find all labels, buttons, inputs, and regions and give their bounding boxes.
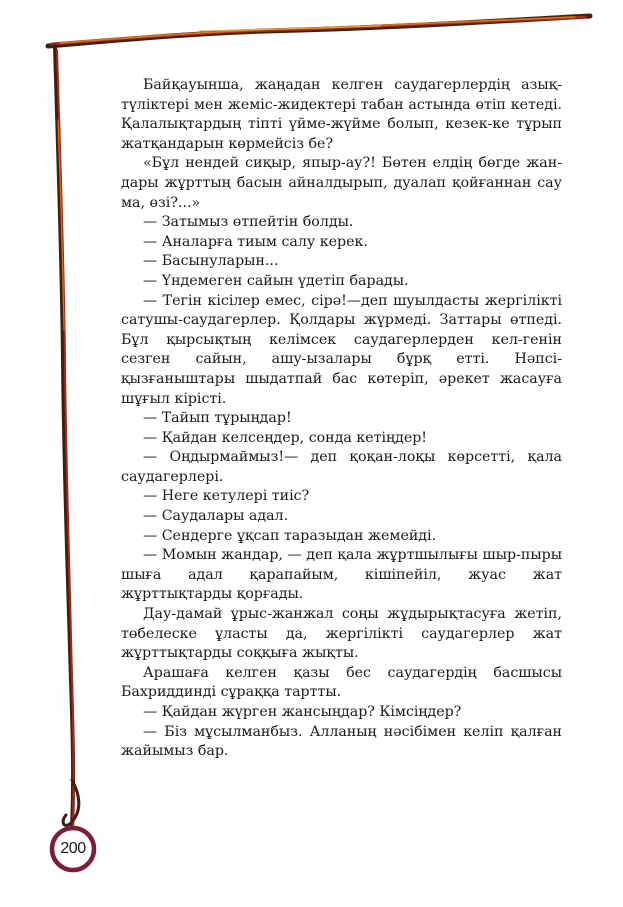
paragraph: «Бұл нендей сиқыр, япыр-ау?! Бөтен елдің бөгде жан-дары жұрттың басын айналдырып, дуалап қойғаннан сау ма, өзі?...» xyxy=(121,155,562,211)
page-number: 200 xyxy=(60,840,86,857)
dialogue-line: — Затымыз өтпейтін болды. xyxy=(143,214,354,231)
dialogue-line: — Неге кетулері тиіс? xyxy=(143,488,310,505)
paragraph: Арашаға келген қазы бес саудагердің басшысы Бахриддинді сұраққа тартты. xyxy=(121,664,562,701)
left-brush-stroke xyxy=(55,46,73,830)
dialogue-line: — Үндемеген сайын үдетіп барады. xyxy=(143,272,409,289)
dialogue-line: — Басынуларын... xyxy=(143,253,279,270)
dialogue-line: — Оңдырмаймыз!— деп қоқан-лоқы көрсетті, қала саудагерлері. xyxy=(121,449,562,485)
dialogue-line: — Қайдан жүрген жансыңдар? Кімсіңдер? xyxy=(143,704,462,720)
dialogue-line: — Біз мұсылманбыз. Алланың нәсібімен келіп қалған жайымыз бар. xyxy=(121,723,562,760)
dialogue-line: — Саудалары адал. xyxy=(143,508,289,525)
dialogue-line: — Тайып тұрыңдар! xyxy=(143,410,292,427)
paragraph: Байқауынша, жаңадан келген саудагерлердің азық-түліктері мен жеміс-жидектері табан астында өтіп кетеді. Қалалықтардың тіпті үйме-жүйме болып, кезек-ке тұрып жатқандарын көрмейсіз бе? xyxy=(121,77,562,152)
paragraph: — Тегін кісілер емес, сірә!—деп шуылдасты жергілікті сатушы-саудагерлер. Қолдары жүрмеді. Заттары өтпеді. Бұл қырсықтың келімсек саудагерлерден кел-генін сезген сайын, ашу-ызалары бұрқ етті. Нәпсі-қызғаныштары шыдатпай бас көтеріп, әрекет жасауға шұғыл кірісті. xyxy=(121,292,562,407)
dialogue-line: — Қайдан келсеңдер, сонда кетіңдер! xyxy=(143,429,428,446)
dialogue-line: — Аналарға тиым салу керек. xyxy=(143,233,368,250)
dialogue-line: — Сендерге ұқсап таразыдан жемейді. xyxy=(143,527,437,544)
body-text xyxy=(121,76,562,762)
paragraph: Дау-дамай ұрыс-жанжал соңы жұдырықтасуға жетіп, төбелеске ұласты да, жергілікті саудагерлер жат жұрттықтарды соққыға жықты. xyxy=(121,606,562,662)
paragraph: — Момын жандар, — деп қала жұртшылығы шыр-пыры шыға адал қарапайым, кішіпейіл, жуас жат жұрттықтарды қорғады. xyxy=(121,547,562,603)
